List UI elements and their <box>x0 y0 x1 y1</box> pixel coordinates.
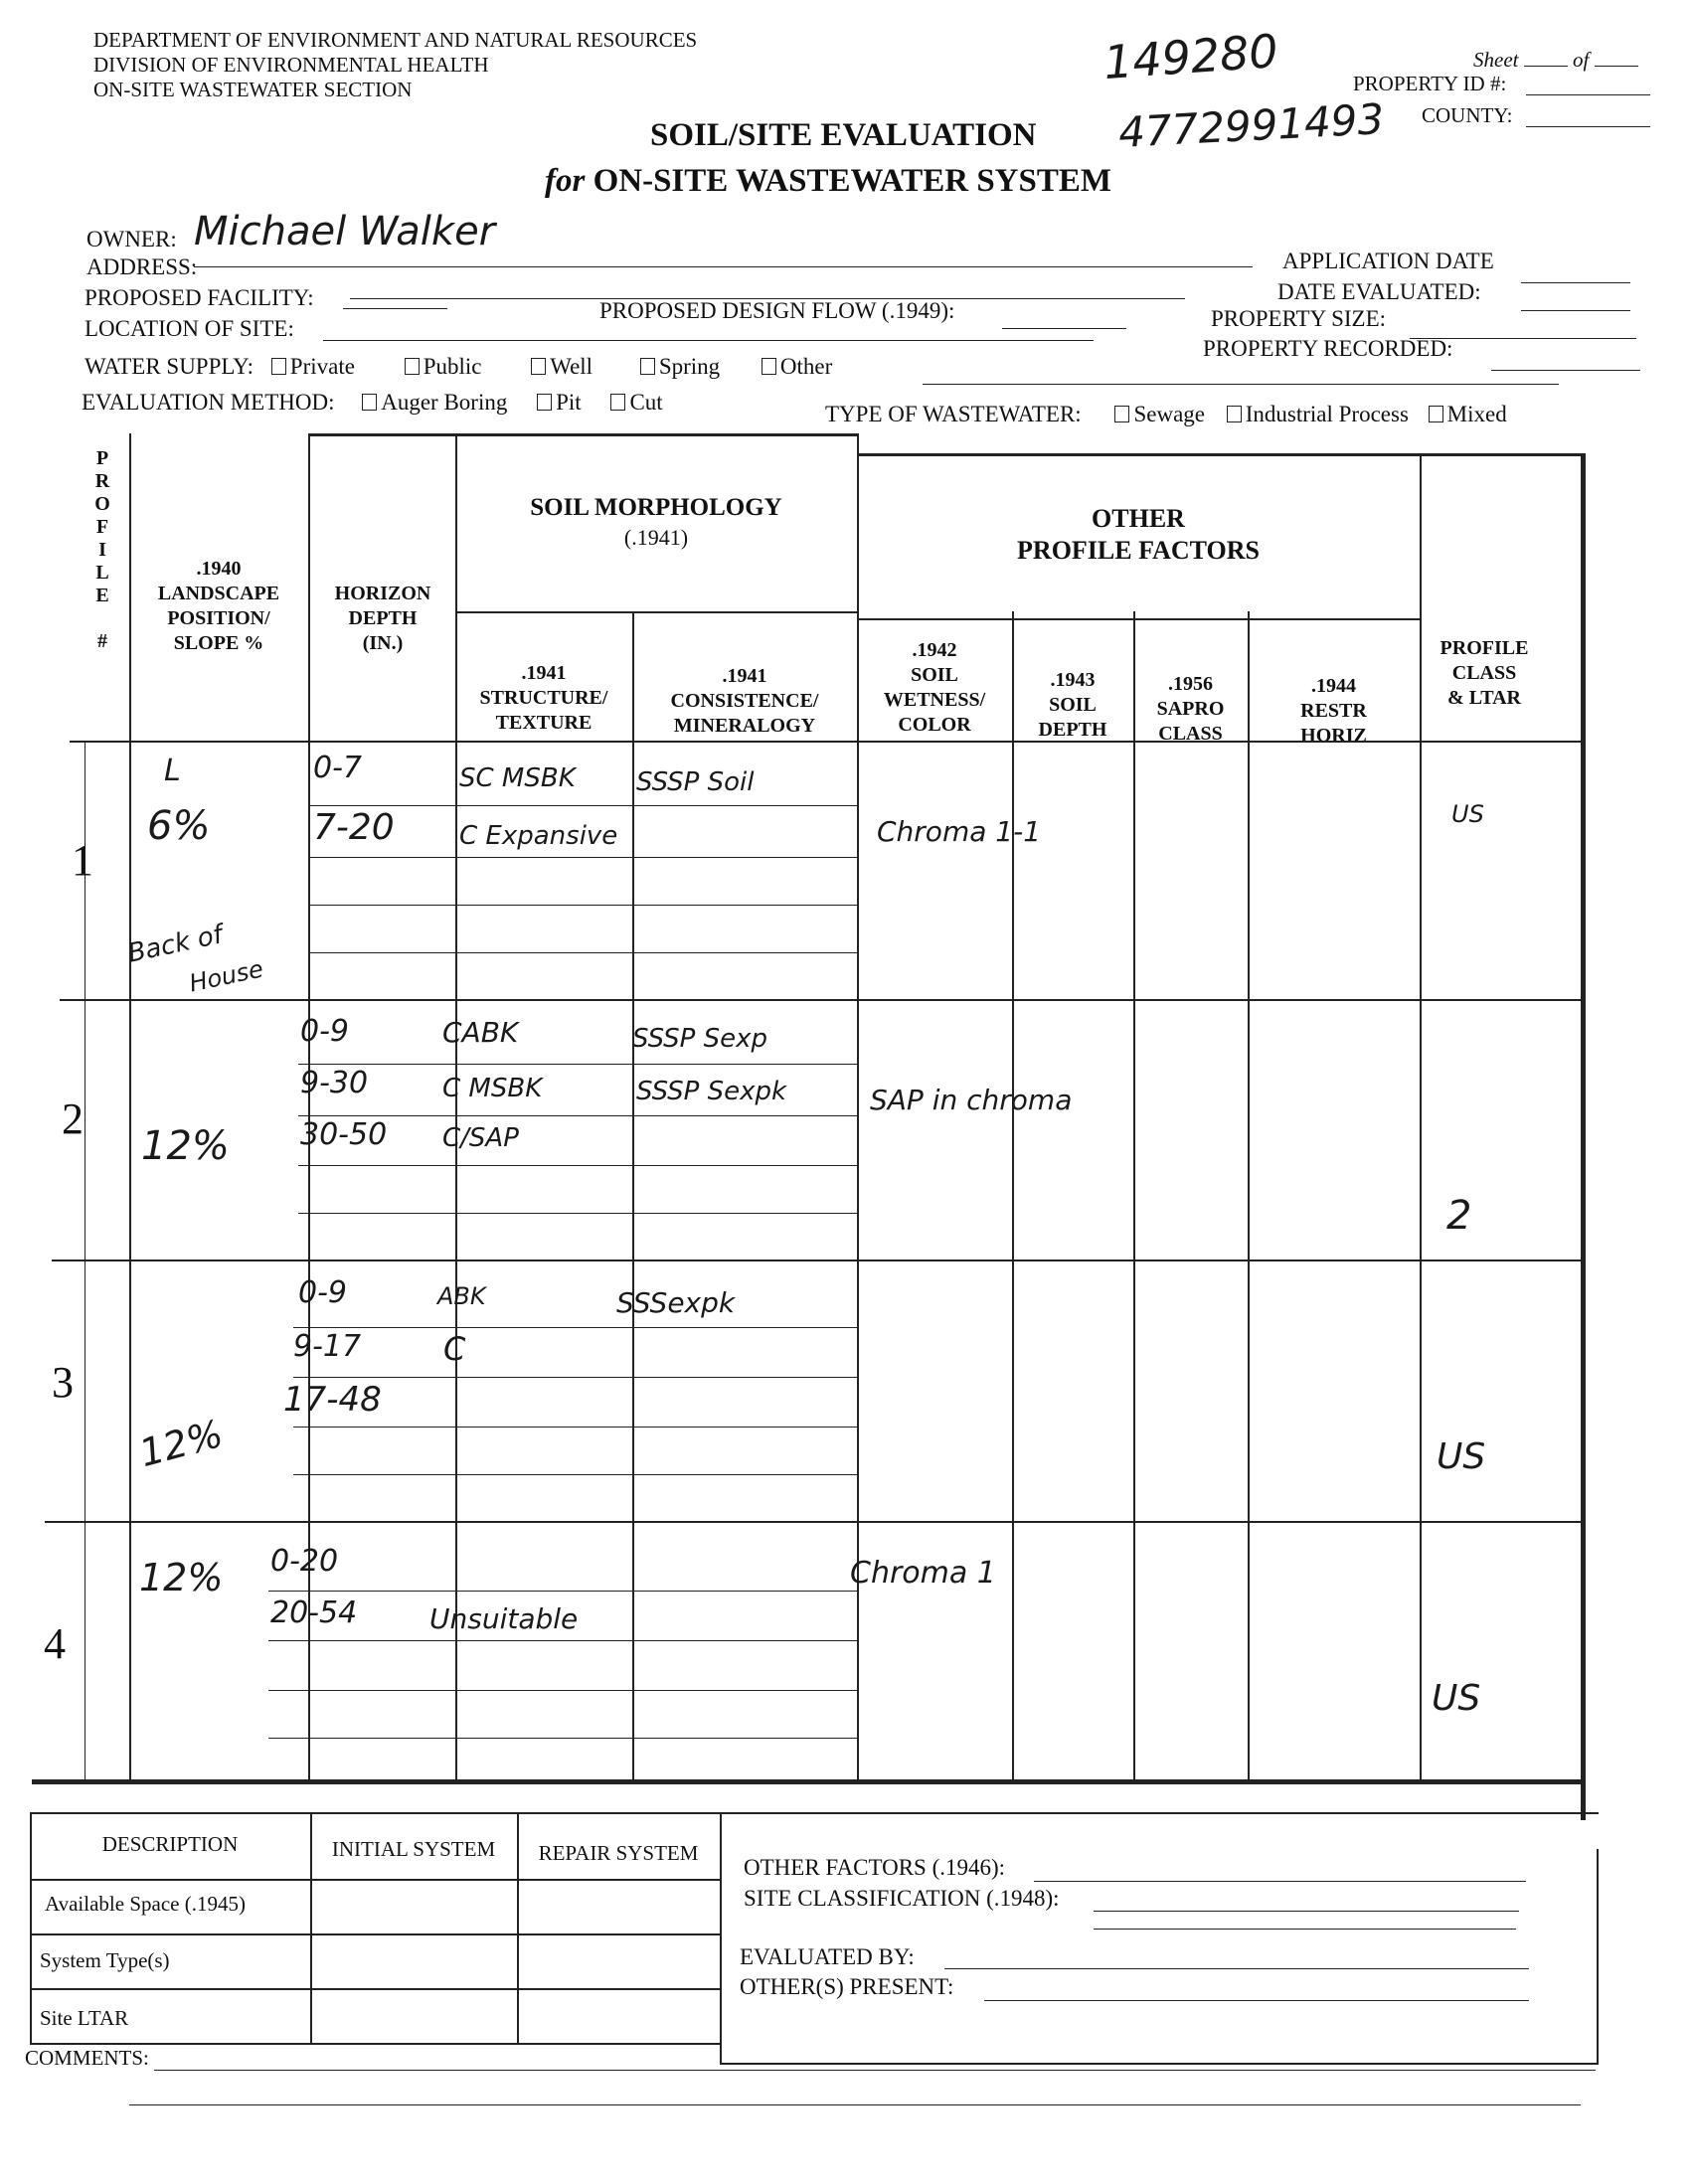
structure-cell: Unsuitable <box>429 1602 579 1635</box>
structure-cell: SC MSBK <box>459 763 576 793</box>
other-factors-header: OTHER PROFILE FACTORS <box>1017 504 1260 565</box>
handwritten-id-2: 4772991493 <box>1116 94 1386 157</box>
profile-number: 1 <box>72 836 93 885</box>
restr-column-header: .1944 RESTR HORIZ <box>1300 675 1367 747</box>
site-ltar-row-label: Site LTAR <box>40 2006 129 2030</box>
county-label: COUNTY: <box>1422 103 1513 127</box>
depth-cell: 0-20 <box>270 1544 339 1579</box>
location-line[interactable] <box>323 340 1094 341</box>
structure-cell: C Expansive <box>459 821 618 851</box>
agency-header <box>93 28 697 102</box>
wastewater-mixed[interactable]: Mixed <box>1429 402 1507 426</box>
county-line[interactable] <box>1526 126 1650 127</box>
water-supply-private[interactable]: Private <box>271 354 355 379</box>
date-evaluated-line[interactable] <box>1521 310 1630 311</box>
profile-number: 4 <box>44 1619 66 1668</box>
description-header: DESCRIPTION <box>101 1832 239 1856</box>
depth-cell: 17-48 <box>283 1380 382 1420</box>
available-space-row-label: Available Space (.1945) <box>45 1892 246 1916</box>
consistence-cell: SSSexpk <box>616 1286 736 1319</box>
water-supply-spring[interactable]: Spring <box>640 354 720 379</box>
evaluation-method-row <box>82 390 663 416</box>
design-flow-line[interactable] <box>1002 328 1126 329</box>
depth-cell: 0-7 <box>313 751 362 785</box>
water-supply-label: WATER SUPPLY: <box>85 354 254 379</box>
method-cut[interactable]: Cut <box>610 390 662 415</box>
application-date-label: APPLICATION DATE <box>1282 249 1494 273</box>
wastewater-industrial[interactable]: Industrial Process <box>1227 402 1409 426</box>
consistence-cell: SSSP Sexpk <box>636 1077 787 1106</box>
initial-system-header: INITIAL SYSTEM <box>331 1837 496 1861</box>
depth-cell: 0-9 <box>300 1014 349 1049</box>
depth-cell: 20-54 <box>270 1596 358 1630</box>
depth-cell: 9-30 <box>300 1066 369 1100</box>
repair-system-header: REPAIR SYSTEM <box>538 1841 699 1865</box>
depth-cell: 30-50 <box>300 1117 388 1152</box>
agency-line-2: DIVISION OF ENVIRONMENTAL HEALTH <box>93 53 489 77</box>
method-auger-boring[interactable]: Auger Boring <box>362 390 507 415</box>
other-factors-line[interactable] <box>1034 1881 1526 1882</box>
property-recorded-line[interactable] <box>1491 370 1640 371</box>
proposed-facility-label: PROPOSED FACILITY: <box>85 285 314 310</box>
landscape-cell: Back of <box>124 920 226 969</box>
depth-cell: 0-9 <box>298 1275 347 1310</box>
property-recorded-label: PROPERTY RECORDED: <box>1203 336 1453 361</box>
structure-column-header: .1941 STRUCTURE/ TEXTURE <box>479 662 608 734</box>
water-supply-public[interactable]: Public <box>405 354 482 379</box>
comments-line-2[interactable] <box>129 2104 1581 2105</box>
owner-line[interactable] <box>194 266 1253 267</box>
sheet-label: Sheet of <box>1473 48 1638 73</box>
wetness-cell: Chroma 1-1 <box>877 815 1042 848</box>
structure-cell: C/SAP <box>442 1123 519 1153</box>
others-present-line[interactable] <box>984 2000 1529 2001</box>
landscape-cell: 12% <box>141 1123 230 1169</box>
form-title: SOIL/SITE EVALUATION <box>650 117 1037 153</box>
comments-line[interactable] <box>154 2070 1596 2071</box>
property-id-label: PROPERTY ID #: <box>1353 72 1507 95</box>
horizon-column-header: HORIZON DEPTH (IN.) <box>334 583 431 654</box>
form-subtitle: for ON-SITE WASTEWATER SYSTEM <box>545 163 1112 199</box>
wetness-cell: SAP in chroma <box>870 1084 1073 1116</box>
consistence-cell: SSSP Soil <box>636 767 755 797</box>
owner-value: Michael Walker <box>194 209 496 254</box>
landscape-cell: 12% <box>134 1411 228 1476</box>
wastewater-sewage[interactable]: Sewage <box>1114 402 1205 426</box>
water-supply-row <box>85 354 832 380</box>
site-classification-line-2 <box>1094 1929 1516 1930</box>
agency-line-3: ON-SITE WASTEWATER SECTION <box>93 78 413 101</box>
property-id-line[interactable] <box>1526 94 1650 95</box>
property-size-label: PROPERTY SIZE: <box>1211 306 1387 331</box>
landscape-cell: L <box>164 754 181 788</box>
design-flow-label: PROPOSED DESIGN FLOW (.1949): <box>599 298 955 323</box>
soil-depth-column-header: .1943 SOIL DEPTH <box>1038 669 1107 741</box>
structure-cell: CABK <box>442 1016 519 1049</box>
location-label: LOCATION OF SITE: <box>85 316 294 341</box>
wetness-cell: Chroma 1 <box>850 1556 996 1591</box>
landscape-cell: House <box>186 954 266 998</box>
handwritten-id-1: 149280 <box>1101 23 1280 90</box>
consistence-cell: SSSP Sexp <box>632 1024 767 1054</box>
evaluated-by-label: EVALUATED BY: <box>740 1944 915 1969</box>
water-supply-other-line[interactable] <box>923 384 1559 385</box>
comments-label: COMMENTS: <box>25 2046 149 2070</box>
proposed-facility-line[interactable] <box>343 308 447 309</box>
system-types-row-label: System Type(s) <box>40 1948 170 1972</box>
others-present-label: OTHER(S) PRESENT: <box>740 1974 954 1999</box>
method-pit[interactable]: Pit <box>537 390 582 415</box>
date-evaluated-label: DATE EVALUATED: <box>1277 279 1481 304</box>
wastewater-label: TYPE OF WASTEWATER: <box>825 402 1082 426</box>
structure-cell: C MSBK <box>442 1074 543 1103</box>
profile-column-header: P R O F I L E # <box>94 447 110 652</box>
other-factors-label: OTHER FACTORS (.1946): <box>744 1855 1006 1880</box>
water-supply-well[interactable]: Well <box>531 354 593 379</box>
wastewater-row <box>825 402 1507 427</box>
profile-number: 2 <box>62 1094 84 1143</box>
profile-class-cell: US <box>1451 800 1484 828</box>
profile-class-column-header: PROFILE CLASS & LTAR <box>1440 637 1529 709</box>
profile-class-cell: 2 <box>1446 1193 1472 1239</box>
application-date-line[interactable] <box>1521 282 1630 283</box>
profile-number: 3 <box>52 1358 74 1407</box>
depth-cell: 7-20 <box>313 807 395 848</box>
profile-class-cell: US <box>1437 1436 1486 1477</box>
evaluated-by-line[interactable] <box>944 1968 1529 1969</box>
structure-cell: ABK <box>437 1282 486 1310</box>
soil-morphology-header: SOIL MORPHOLOGY (.1941) <box>530 494 782 550</box>
landscape-column-header: .1940 LANDSCAPE POSITION/ SLOPE % <box>157 558 280 654</box>
address-label: ADDRESS: <box>86 254 198 279</box>
landscape-cell: 6% <box>147 803 211 849</box>
agency-line-1: DEPARTMENT OF ENVIRONMENT AND NATURAL RESOURCES <box>93 28 698 52</box>
structure-cell: C <box>443 1330 466 1368</box>
owner-label: OWNER: <box>86 227 177 252</box>
sapro-column-header: .1956 SAPRO CLASS <box>1156 673 1225 745</box>
site-classification-label: SITE CLASSIFICATION (.1948): <box>744 1886 1060 1911</box>
water-supply-other[interactable]: Other <box>762 354 832 379</box>
profile-class-cell: US <box>1432 1678 1481 1719</box>
landscape-cell: 12% <box>139 1556 224 1599</box>
consistence-column-header: .1941 CONSISTENCE/ MINERALOGY <box>670 665 819 737</box>
wetness-column-header: .1942 SOIL WETNESS/ COLOR <box>883 639 986 736</box>
depth-cell: 9-17 <box>293 1329 362 1364</box>
evaluation-method-label: EVALUATION METHOD: <box>82 390 335 415</box>
site-classification-line[interactable] <box>1094 1911 1519 1912</box>
